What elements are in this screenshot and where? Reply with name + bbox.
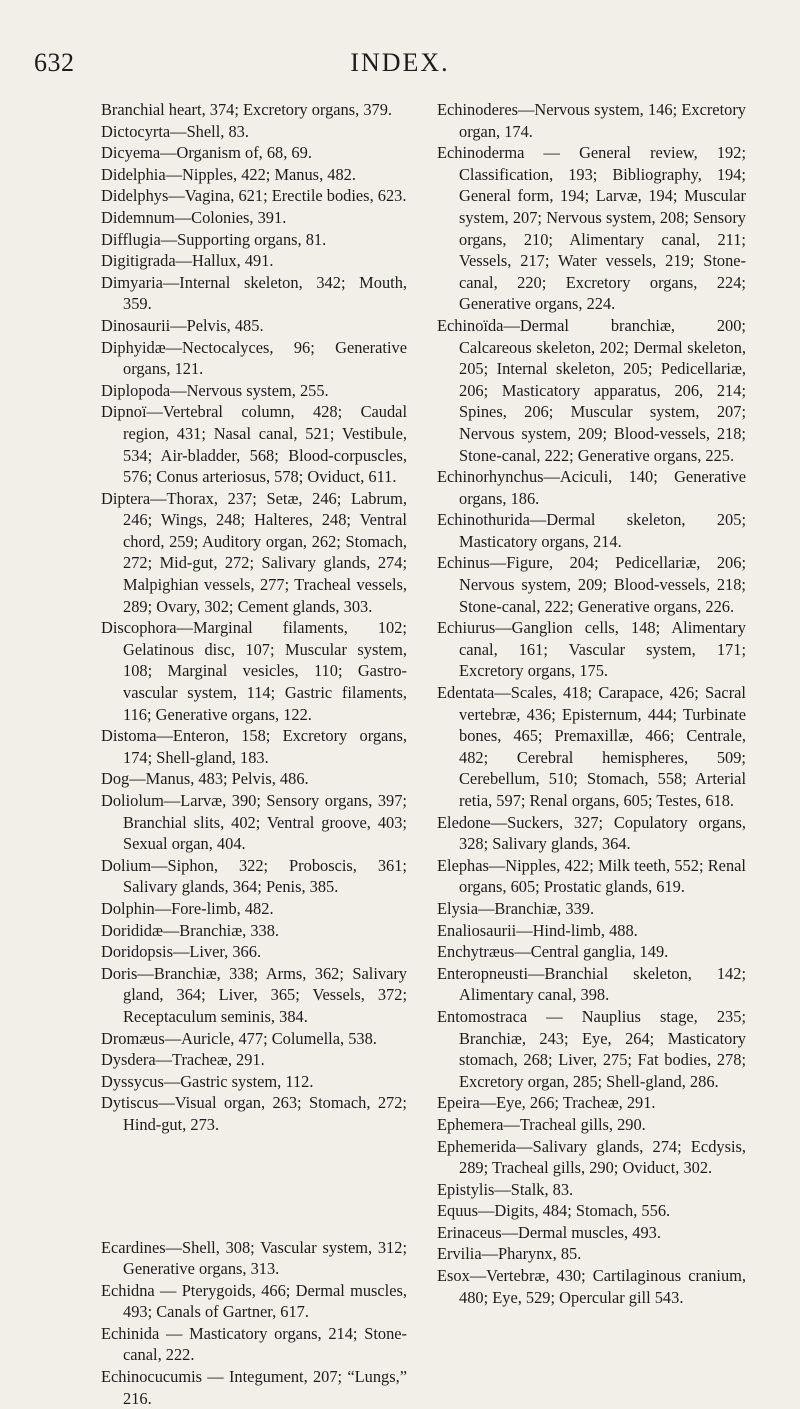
page-heading: INDEX. [350, 48, 450, 77]
index-entry: Diptera—Thorax, 237; Setæ, 246; Labrum, 246; Wings, 248; Halteres, 248; Ventral chord, 259; Auditory organ, 262; Stomach, 272; Mid-gut, 272; Salivary glands, 274; Malpighian vessels, 277; Tracheal vessels, 289; Ovary, 302; Cement glands, 303. [101, 488, 407, 616]
index-entry: Echinus—Figure, 204; Pedicellariæ, 206; Nervous system, 209; Blood-vessels, 218; Stone-canal, 222; Generative organs, 226. [437, 553, 746, 616]
section-gap [101, 1136, 407, 1237]
index-entry: Didemnum—Colonies, 391. [101, 207, 287, 227]
index-entry: Enaliosaurii—Hind-limb, 488. [437, 920, 638, 940]
index-entry: Dytiscus—Visual organ, 263; Stomach, 272; Hind-gut, 273. [101, 1093, 407, 1134]
index-entry: Difflugia—Supporting organs, 81. [101, 229, 327, 249]
index-entry: Branchial heart, 374; Excretory organs, 379. [101, 100, 392, 119]
page-number: 632 [34, 48, 75, 77]
index-entry: Didelphys—Vagina, 621; Erectile bodies, 623. [101, 186, 407, 206]
index-entry: Distoma—Enteron, 158; Excretory organs, 174; Shell-gland, 183. [101, 726, 407, 767]
index-entry: Doris—Branchiæ, 338; Arms, 362; Salivary gland, 364; Liver, 365; Vessels, 372; Receptaculum seminis, 384. [101, 963, 407, 1026]
index-entry: Echidna — Pterygoids, 466; Dermal muscles, 493; Canals of Gartner, 617. [101, 1280, 407, 1322]
index-entry: Ephemerida—Salivary glands, 274; Ecdysis, 289; Tracheal gills, 290; Oviduct, 302. [437, 1136, 746, 1178]
index-column-right [437, 99, 746, 1308]
index-entry: Echinocucumis — Integument, 207; “Lungs,” 216. [101, 1367, 407, 1408]
index-entry: Diphyidæ—Nectocalyces, 96; Generative organs, 121. [101, 337, 407, 379]
index-entry: Diplopoda—Nervous system, 255. [101, 380, 329, 400]
index-entry: Echinorhynchus—Aciculi, 140; Generative organs, 186. [437, 467, 746, 508]
index-entry: Eledone—Suckers, 327; Copulatory organs, 328; Salivary glands, 364. [437, 812, 746, 854]
index-entry: Dog—Manus, 483; Pelvis, 486. [101, 769, 309, 789]
index-entry: Dorididæ—Branchiæ, 338. [101, 920, 280, 940]
index-entry: Dolium—Siphon, 322; Proboscis, 361; Salivary glands, 364; Penis, 385. [101, 855, 407, 897]
index-entry: Ecardines—Shell, 308; Vascular system, 312; Generative organs, 313. [101, 1237, 407, 1279]
index-entry: Epistylis—Stalk, 83. [437, 1179, 574, 1199]
index-entry: Dolphin—Fore-limb, 482. [101, 898, 274, 918]
index-entry: Doridopsis—Liver, 366. [101, 942, 262, 962]
index-entry: Elysia—Branchiæ, 339. [437, 898, 595, 918]
index-entry: Ervilia—Pharynx, 85. [437, 1244, 582, 1264]
index-entry: Epeira—Eye, 266; Tracheæ, 291. [437, 1093, 656, 1113]
index-entry: Esox—Vertebræ, 430; Cartilaginous cranium, 480; Eye, 529; Opercular gill 543. [437, 1266, 746, 1307]
index-entry: Dicyema—Organism of, 68, 69. [101, 143, 312, 163]
index-entry: Erinaceus—Dermal muscles, 493. [437, 1222, 661, 1242]
index-entry: Dysdera—Tracheæ, 291. [101, 1050, 265, 1070]
index-entry: Entomostraca — Nauplius stage, 235; Branchiæ, 243; Eye, 264; Masticatory stomach, 268; Liver, 275; Fat bodies, 278; Excretory organ, 285; Shell-gland, 286. [437, 1006, 746, 1091]
index-entry: Dipnoï—Vertebral column, 428; Caudal region, 431; Nasal canal, 521; Vestibule, 534; Air-bladder, 568; Blood-corpuscles, 576; Conus arteriosus, 578; Oviduct, 611. [101, 402, 407, 487]
index-entry: Echinothurida—Dermal skeleton, 205; Masticatory organs, 214. [437, 510, 746, 551]
index-entry: Edentata—Scales, 418; Carapace, 426; Sacral vertebræ, 436; Episternum, 444; Turbinate bones, 465; Premaxillæ, 466; Centrale, 482; Cerebral hemispheres, 509; Cerebellum, 510; Stomach, 558; Arterial retia, 597; Renal organs, 605; Testes, 618. [437, 683, 746, 810]
index-entry: Doliolum—Larvæ, 390; Sensory organs, 397; Branchial slits, 402; Ventral groove, 403; Sexual organ, 404. [101, 791, 407, 854]
index-entry: Didelphia—Nipples, 422; Manus, 482. [101, 164, 356, 184]
index-entry: Echinida — Masticatory organs, 214; Stone-canal, 222. [101, 1323, 407, 1365]
index-entry: Dromæus—Auricle, 477; Columella, 538. [101, 1028, 377, 1048]
index-entry: Enteropneusti—Branchial skeleton, 142; Alimentary canal, 398. [437, 963, 746, 1005]
index-entry: Dimyaria—Internal skeleton, 342; Mouth, 359. [101, 272, 407, 314]
index-entry: Echinoïda—Dermal branchiæ, 200; Calcareous skeleton, 202; Dermal skeleton, 205; Internal skeleton, 205; Pedicellariæ, 206; Masticatory apparatus, 206, 214; Spines, 206; Muscular system, 207; Nervous system, 209; Blood-vessels, 218; Stone-canal, 222; Generative organs, 225. [437, 315, 746, 465]
index-entry: Equus—Digits, 484; Stomach, 556. [437, 1201, 671, 1221]
index-entry: Dyssycus—Gastric system, 112. [101, 1071, 314, 1091]
index-entry: Dictocyrta—Shell, 83. [101, 121, 249, 141]
index-column-left [101, 99, 407, 1409]
index-entry: Echiurus—Ganglion cells, 148; Alimentary canal, 161; Vascular system, 171; Excretory organs, 175. [437, 618, 746, 681]
index-entry: Enchytræus—Central ganglia, 149. [437, 942, 669, 962]
index-entry: Ephemera—Tracheal gills, 290. [437, 1114, 646, 1134]
index-entry: Echinoderma — General review, 192; Classification, 193; Bibliography, 194; General form, 194; Larvæ, 194; Muscular system, 207; Nervous system, 208; Sensory organs, 210; Alimentary canal, 211; Vessels, 217; Water vessels, 219; Stone-canal, 220; Excretory organs, 224; Generative organs, 224. [437, 143, 746, 314]
index-entry: Elephas—Nipples, 422; Milk teeth, 552; Renal organs, 605; Prostatic glands, 619. [437, 855, 746, 897]
index-entry: Dinosaurii—Pelvis, 485. [101, 315, 264, 335]
index-entry: Digitigrada—Hallux, 491. [101, 251, 274, 271]
index-entry: Discophora—Marginal filaments, 102; Gelatinous disc, 107; Muscular system, 108; Marginal vesicles, 110; Gastro-vascular system, 114; Gastric filaments, 116; Generative organs, 122. [101, 618, 407, 724]
index-entry: Echinoderes—Nervous system, 146; Excretory organ, 174. [437, 100, 746, 141]
